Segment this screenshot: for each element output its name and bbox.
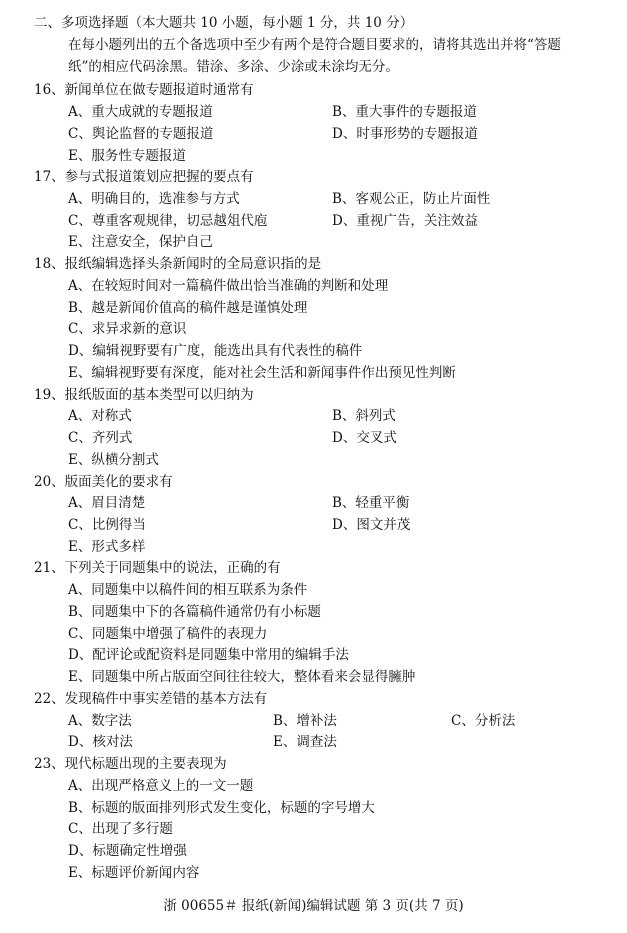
question-16-option-a: A、重大成就的专题报道	[68, 104, 213, 120]
question-21-option-d: D、配评论或配资料是同题集中常用的编辑手法	[68, 647, 349, 663]
question-19-stem: 19、报纸版面的基本类型可以归纳为	[34, 387, 254, 403]
question-18-stem: 18、报纸编辑选择头条新闻时的全局意识指的是	[34, 256, 322, 272]
question-22-option-e: E、调查法	[273, 734, 337, 750]
question-23-option-c: C、出现了多行题	[68, 821, 173, 837]
question-20-option-c: C、比例得当	[68, 517, 146, 533]
question-16-option-e: E、服务性专题报道	[68, 148, 186, 164]
question-19-option-c: C、齐列式	[68, 430, 133, 446]
question-19-option-d: D、交叉式	[332, 430, 397, 446]
question-22-option-d: D、核对法	[68, 734, 133, 750]
question-19-option-b: B、斜列式	[332, 408, 396, 424]
question-22-stem: 22、发现稿件中事实差错的基本方法有	[34, 691, 268, 707]
question-17-option-d: D、重视广告，关注效益	[332, 213, 478, 229]
question-16-stem: 16、新闻单位在做专题报道时通常有	[34, 82, 254, 98]
question-18-option-e: E、编辑视野要有深度，能对社会生活和新闻事件作出预见性判断	[68, 365, 456, 381]
question-16-option-b: B、重大事件的专题报道	[332, 104, 477, 120]
question-19-option-e: E、纵横分割式	[68, 452, 159, 468]
question-16-option-c: C、舆论监督的专题报道	[68, 126, 214, 142]
question-22-option-b: B、增补法	[273, 713, 337, 729]
question-18-option-b: B、越是新闻价值高的稿件越是谨慎处理	[68, 300, 308, 316]
question-19-option-a: A、对称式	[68, 408, 132, 424]
question-23-option-d: D、标题确定性增强	[68, 843, 187, 859]
question-23-option-a: A、出现严格意义上的一文一题	[68, 778, 254, 794]
section-instruction: 在每小题列出的五个备选项中至少有两个是符合题目要求的，请将其选出并将“答题	[68, 37, 561, 53]
question-17-option-e: E、注意安全，保护自己	[68, 234, 213, 250]
question-17-option-a: A、明确目的，选准参与方式	[68, 191, 240, 207]
question-20-stem: 20、版面美化的要求有	[34, 474, 173, 490]
question-17-option-b: B、客观公正，防止片面性	[332, 191, 491, 207]
question-23-option-e: E、标题评价新闻内容	[68, 865, 200, 881]
question-23-stem: 23、现代标题出现的主要表现为	[34, 756, 227, 772]
question-21-stem: 21、下列关于同题集中的说法，正确的有	[34, 560, 281, 576]
question-22-option-a: A、数字法	[68, 713, 132, 729]
question-16-option-d: D、时事形势的专题报道	[332, 126, 478, 142]
question-22-option-c: C、分析法	[451, 713, 516, 729]
question-20-option-b: B、轻重平衡	[332, 495, 410, 511]
question-21-option-b: B、同题集中下的各篇稿件通常仍有小标题	[68, 604, 321, 620]
question-18-option-d: D、编辑视野要有广度，能选出具有代表性的稿件	[68, 343, 363, 359]
question-23-option-b: B、标题的版面排列形式发生变化，标题的字号增大	[68, 800, 375, 816]
question-17-stem: 17、参与式报道策划应把握的要点有	[34, 169, 254, 185]
section-instruction: 纸”的相应代码涂黑。错涂、多涂、少涂或未涂均无分。	[68, 59, 399, 75]
question-21-option-e: E、同题集中所占版面空间往往较大，整体看来会显得臃肿	[68, 669, 416, 685]
question-20-option-e: E、形式多样	[68, 539, 146, 555]
page-footer: 浙 00655＃ 报纸(新闻)编辑试题 第 3 页(共 7 页)	[163, 898, 464, 914]
question-18-option-a: A、在较短时间对一篇稿件做出恰当准确的判断和处理	[68, 278, 389, 294]
question-21-option-a: A、同题集中以稿件间的相互联系为条件	[68, 582, 308, 598]
section-title: 二、多项选择题（本大题共 10 小题，每小题 1 分，共 10 分）	[34, 15, 414, 31]
question-21-option-c: C、同题集中增强了稿件的表现力	[68, 626, 268, 642]
question-18-option-c: C、求异求新的意识	[68, 321, 187, 337]
question-20-option-d: D、图文并茂	[332, 517, 411, 533]
question-17-option-c: C、尊重客观规律，切忌越俎代庖	[68, 213, 268, 229]
question-20-option-a: A、眉目清楚	[68, 495, 146, 511]
